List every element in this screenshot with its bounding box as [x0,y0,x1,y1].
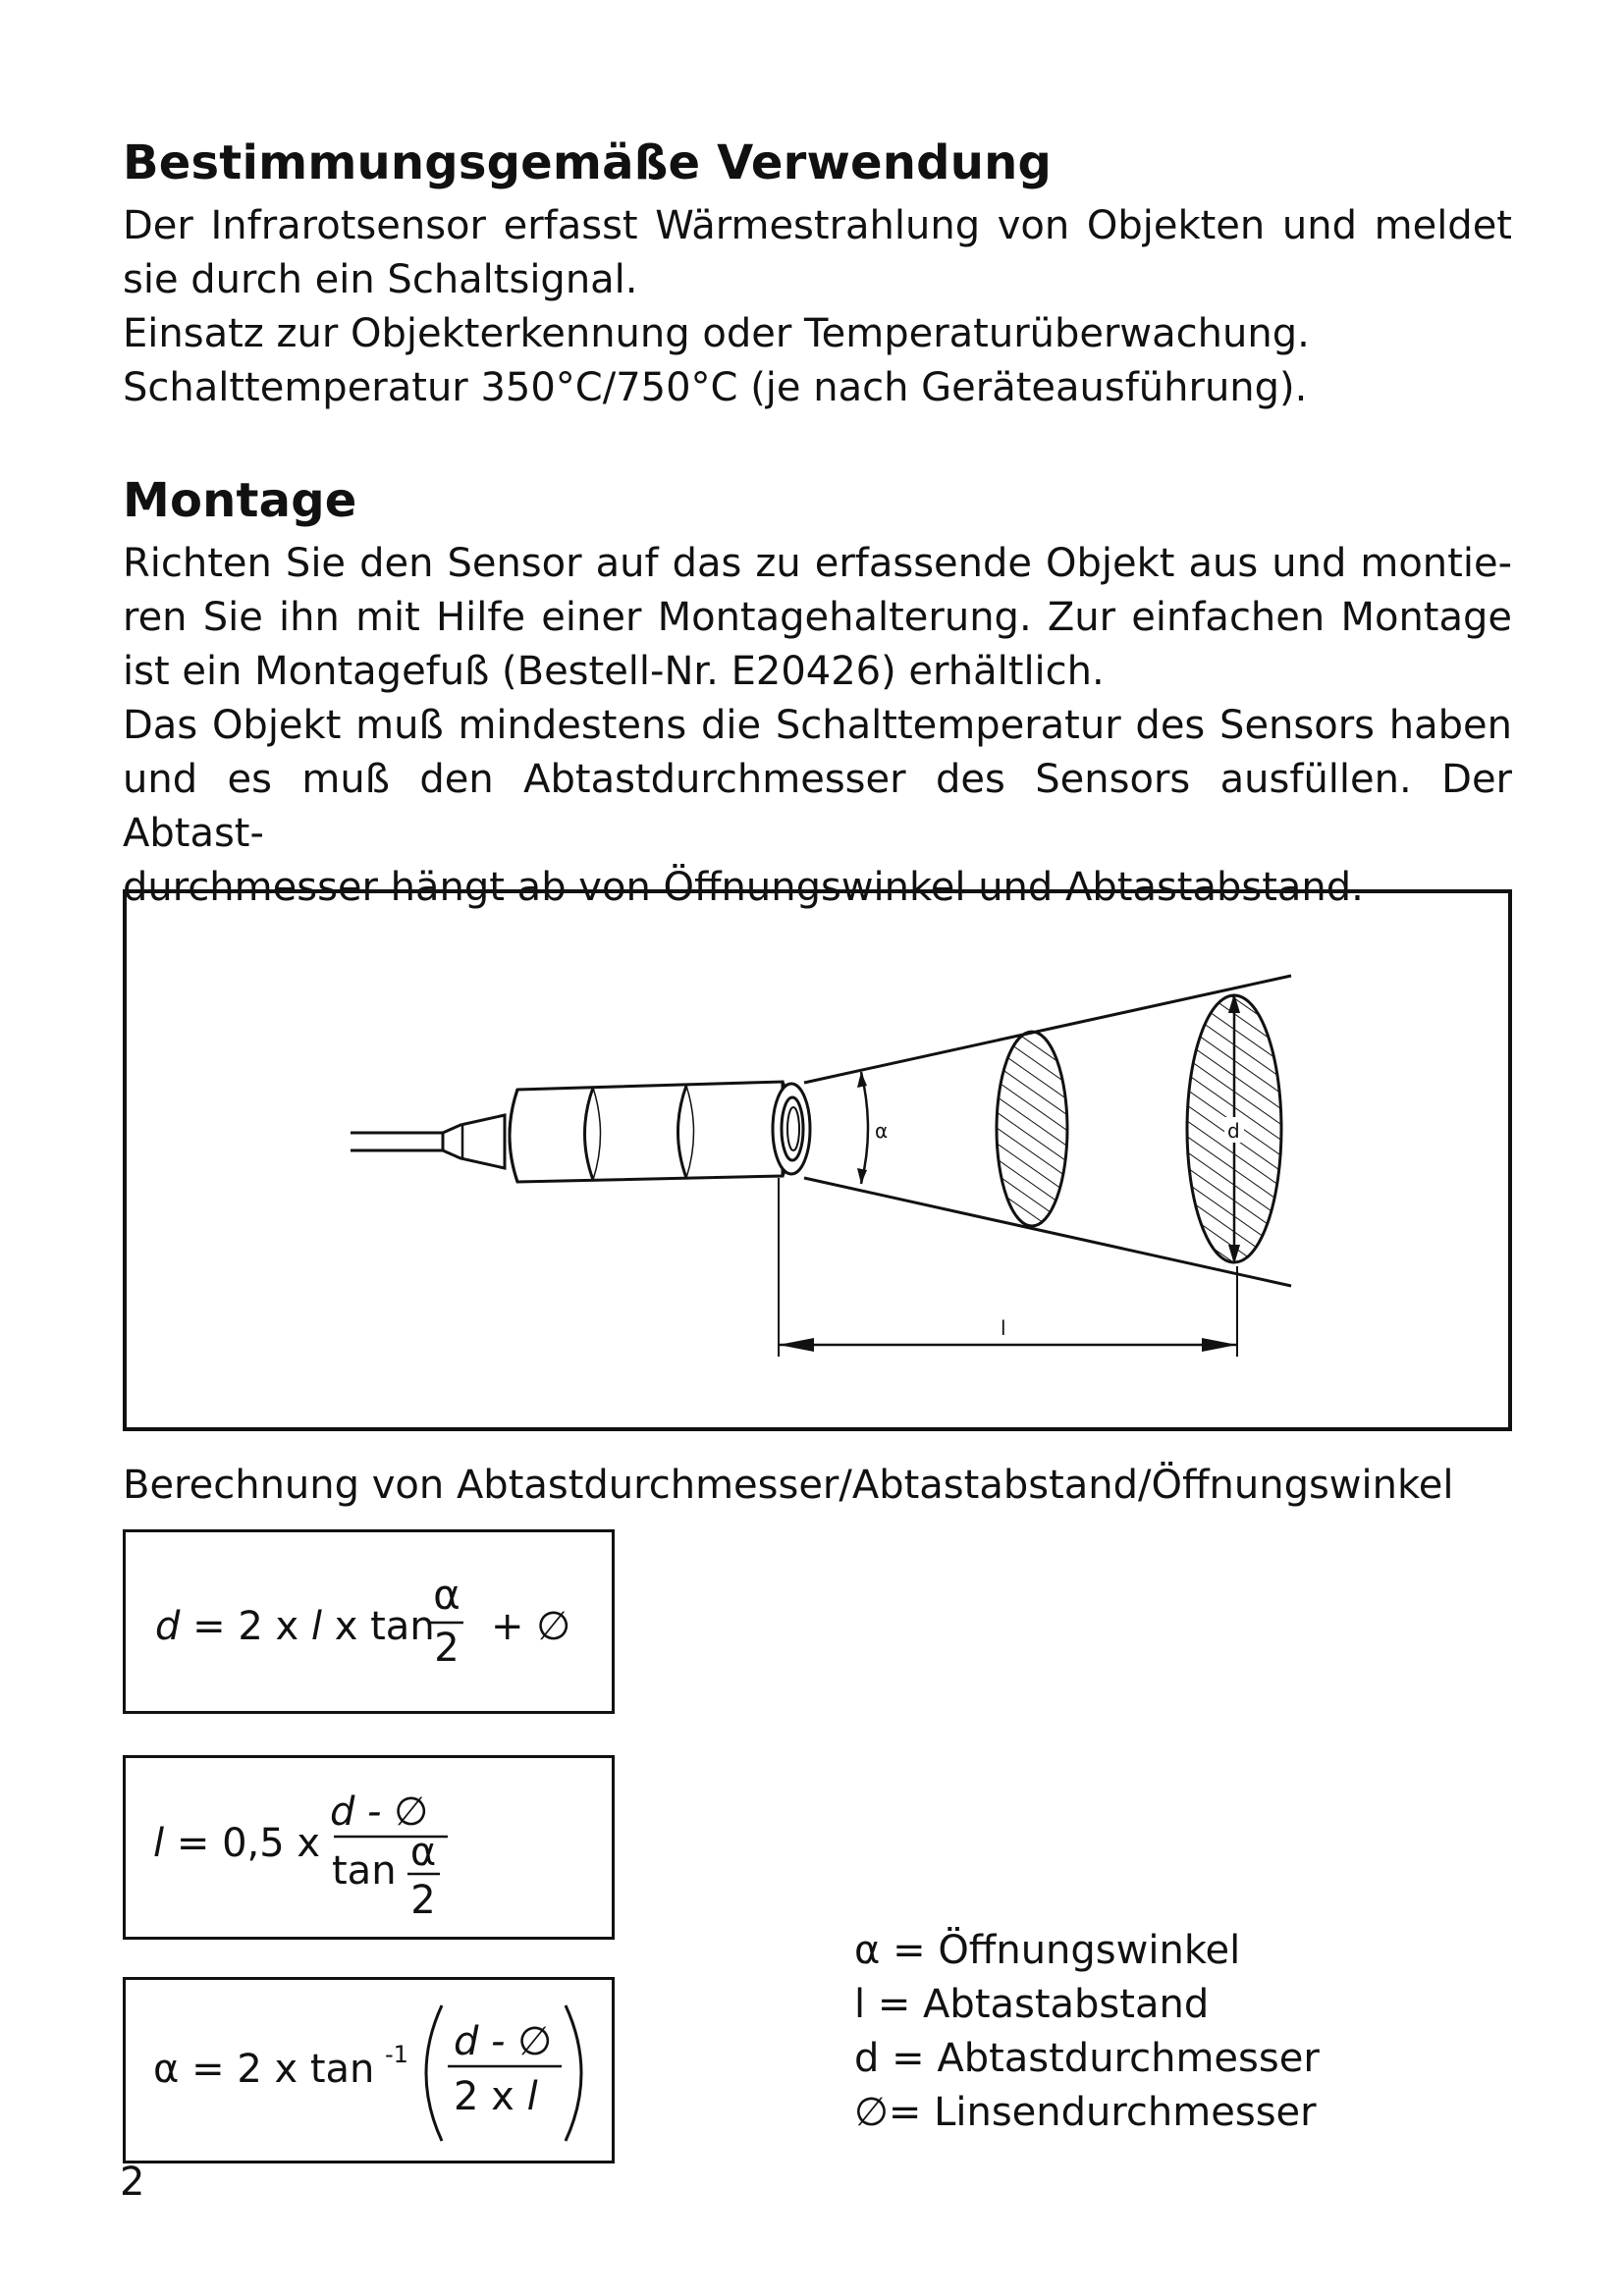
formula2-den-den: 2 [410,1878,436,1923]
formula2-l: l [153,1821,165,1866]
text-line: und es muß den Abtastdurchmesser des Sensors ausfüllen. Der Abtast- [123,757,1512,856]
formula-angle [126,1980,618,2166]
symbol-legend [854,1924,1320,2140]
formula1-num: α [433,1571,460,1619]
formula3-sup: -1 [385,2041,408,2068]
formula1-d: d [155,1604,181,1649]
legend-item: ∅= Linsendurchmesser [854,2090,1317,2135]
formula-distance [126,1758,618,1943]
text-line: Schalttemperatur 350°C/750°C (je nach Geräteausführung). [123,365,1308,410]
sensor-diagram [123,889,1512,1431]
legend-item: α = Öffnungswinkel [854,1928,1241,1973]
svg-text:l = 0,5 x [153,1821,320,1866]
cable-icon [351,1115,505,1168]
sensor-body-icon [510,1082,810,1182]
text-line: Der Infrarotsensor erfasst Wärmestrahlung von Objekten und meldet [123,203,1512,248]
formula1-eq: = 2 x [180,1604,311,1649]
svg-text:d = 2 x l x tan [155,1604,435,1649]
formula-diameter [126,1532,618,1717]
formula-box-angle [123,1977,615,2163]
formula3-lhs: α = 2 x tan [153,2047,375,2092]
formula2-eq: = 0,5 x [164,1821,321,1866]
l-label: l [1001,1316,1006,1340]
text-line: ist ein Montagefuß (Bestell-Nr. E20426) erhältlich. [123,649,1105,694]
legend-item: l = Abtastabstand [854,1982,1210,2027]
svg-text:2 x l [454,2074,538,2119]
formula1-tail: + ∅ [491,1604,571,1649]
text-line: durchmesser hängt ab von Öffnungswinkel und Abtastabstand. [123,865,1364,910]
sensor-diagram-svg [127,893,1516,1435]
paragraph-mounting [123,537,1512,915]
formula1-l: l [310,1604,323,1649]
formula2-den-tan: tan [332,1848,397,1894]
text-line: Das Objekt muß mindestens die Schalttemperatur des Sensors haben [123,703,1512,748]
formula-box-distance [123,1755,615,1940]
paragraph-intended-use [123,199,1512,415]
d-label: d [1227,1119,1240,1143]
formula3-num: d - ∅ [453,2019,553,2064]
heading-intended-use: Bestimmungsgemäße Verwendung [123,135,1053,190]
formula1-den: 2 [434,1626,460,1671]
formula2-den-num: α [409,1830,437,1875]
page-number: 2 [120,2160,145,2205]
scan-spot-near [997,1032,1067,1226]
text-line: ren Sie ihn mit Hilfe einer Montagehalterung. Zur einfachen Montage [123,595,1512,640]
formula3-den-l: l [526,2074,538,2119]
formula-box-diameter [123,1529,615,1714]
text-line: sie durch ein Schaltsignal. [123,257,638,302]
formula3-den-pre: 2 x [454,2074,527,2119]
distance-dimension [779,1178,1237,1357]
heading-mounting: Montage [123,473,357,528]
text-line: Einsatz zur Objekterkennung oder Temperaturüberwachung. [123,311,1310,356]
legend-item: d = Abtastdurchmesser [854,2036,1320,2081]
calculation-caption: Berechnung von Abtastdurchmesser/Abtastabstand/Öffnungswinkel [123,1463,1454,1508]
text-line: Richten Sie den Sensor auf das zu erfassende Objekt aus und montie- [123,541,1512,586]
alpha-label: α [875,1119,889,1143]
formula1-tan: x tan [322,1604,435,1649]
formula2-num: d - ∅ [329,1789,429,1835]
angle-arrow [857,1072,888,1184]
